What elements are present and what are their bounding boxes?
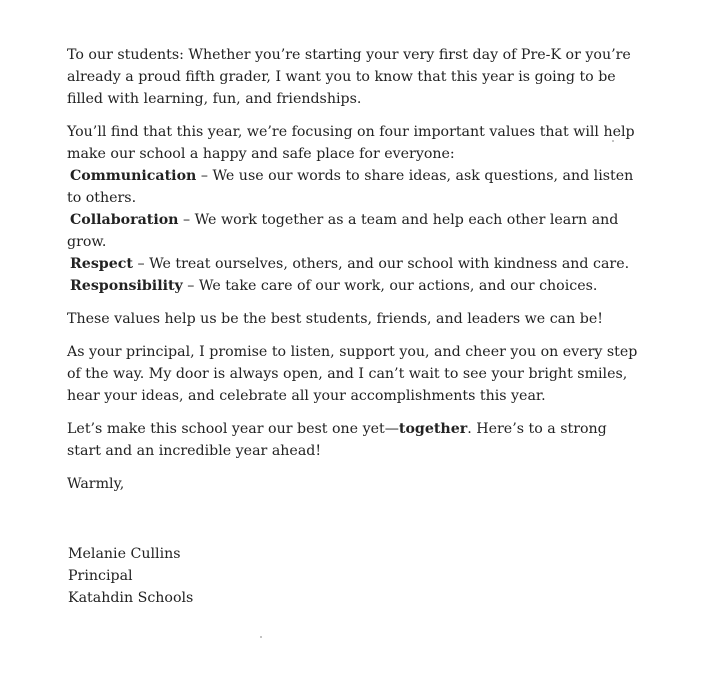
value-description: – We treat ourselves, others, and our school with kindness and care. — [132, 256, 630, 272]
value-description: – We work together as a team and help each other learn and grow. — [67, 212, 619, 250]
closing-emphasis: together — [398, 421, 468, 437]
value-name: Collaboration — [70, 212, 179, 228]
scan-speck — [260, 636, 262, 638]
signer-title: Principal — [68, 568, 133, 584]
scan-speck — [612, 140, 614, 142]
salutation: Warmly, — [67, 476, 125, 492]
closing-paragraph — [67, 418, 642, 462]
intro-paragraph: To our students: Whether you’re starting your very first day of Pre-K or you’re already a proud fifth grader, I want you to know that this year is going to be filled with learning, fun, and friendships. — [67, 47, 631, 107]
closing-end: . Here’s to a strong start and an incredible year ahead! — [67, 421, 607, 459]
values-help-paragraph: These values help us be the best students, friends, and leaders we can be! — [67, 311, 603, 327]
value-name: Communication — [70, 168, 197, 184]
values-intro: You’ll find that this year, we’re focusing on four important values that will help make our school a happy and safe place for everyone: — [67, 124, 635, 162]
promise-paragraph: As your principal, I promise to listen, support you, and cheer you on every step of the way. My door is always open, and I can’t wait to see your bright smiles, hear your ideas, and celebrate all your accomplishments this year. — [67, 344, 638, 404]
signer-name: Melanie Cullins — [68, 546, 181, 562]
letter-body — [67, 44, 642, 506]
value-name: Respect — [70, 256, 133, 272]
value-description: – We use our words to share ideas, ask questions, and listen to others. — [67, 168, 634, 206]
value-collaboration — [67, 212, 618, 250]
value-description: – We take care of our work, our actions, and our choices. — [182, 278, 598, 294]
value-respect — [67, 256, 629, 272]
value-communication — [67, 168, 633, 206]
values-paragraph — [67, 121, 642, 297]
value-name: Responsibility — [70, 278, 183, 294]
signature-block — [68, 543, 193, 609]
closing-start: Let’s make this school year our best one yet— — [67, 421, 399, 437]
value-responsibility — [67, 278, 597, 294]
signer-organization: Katahdin Schools — [68, 590, 194, 606]
